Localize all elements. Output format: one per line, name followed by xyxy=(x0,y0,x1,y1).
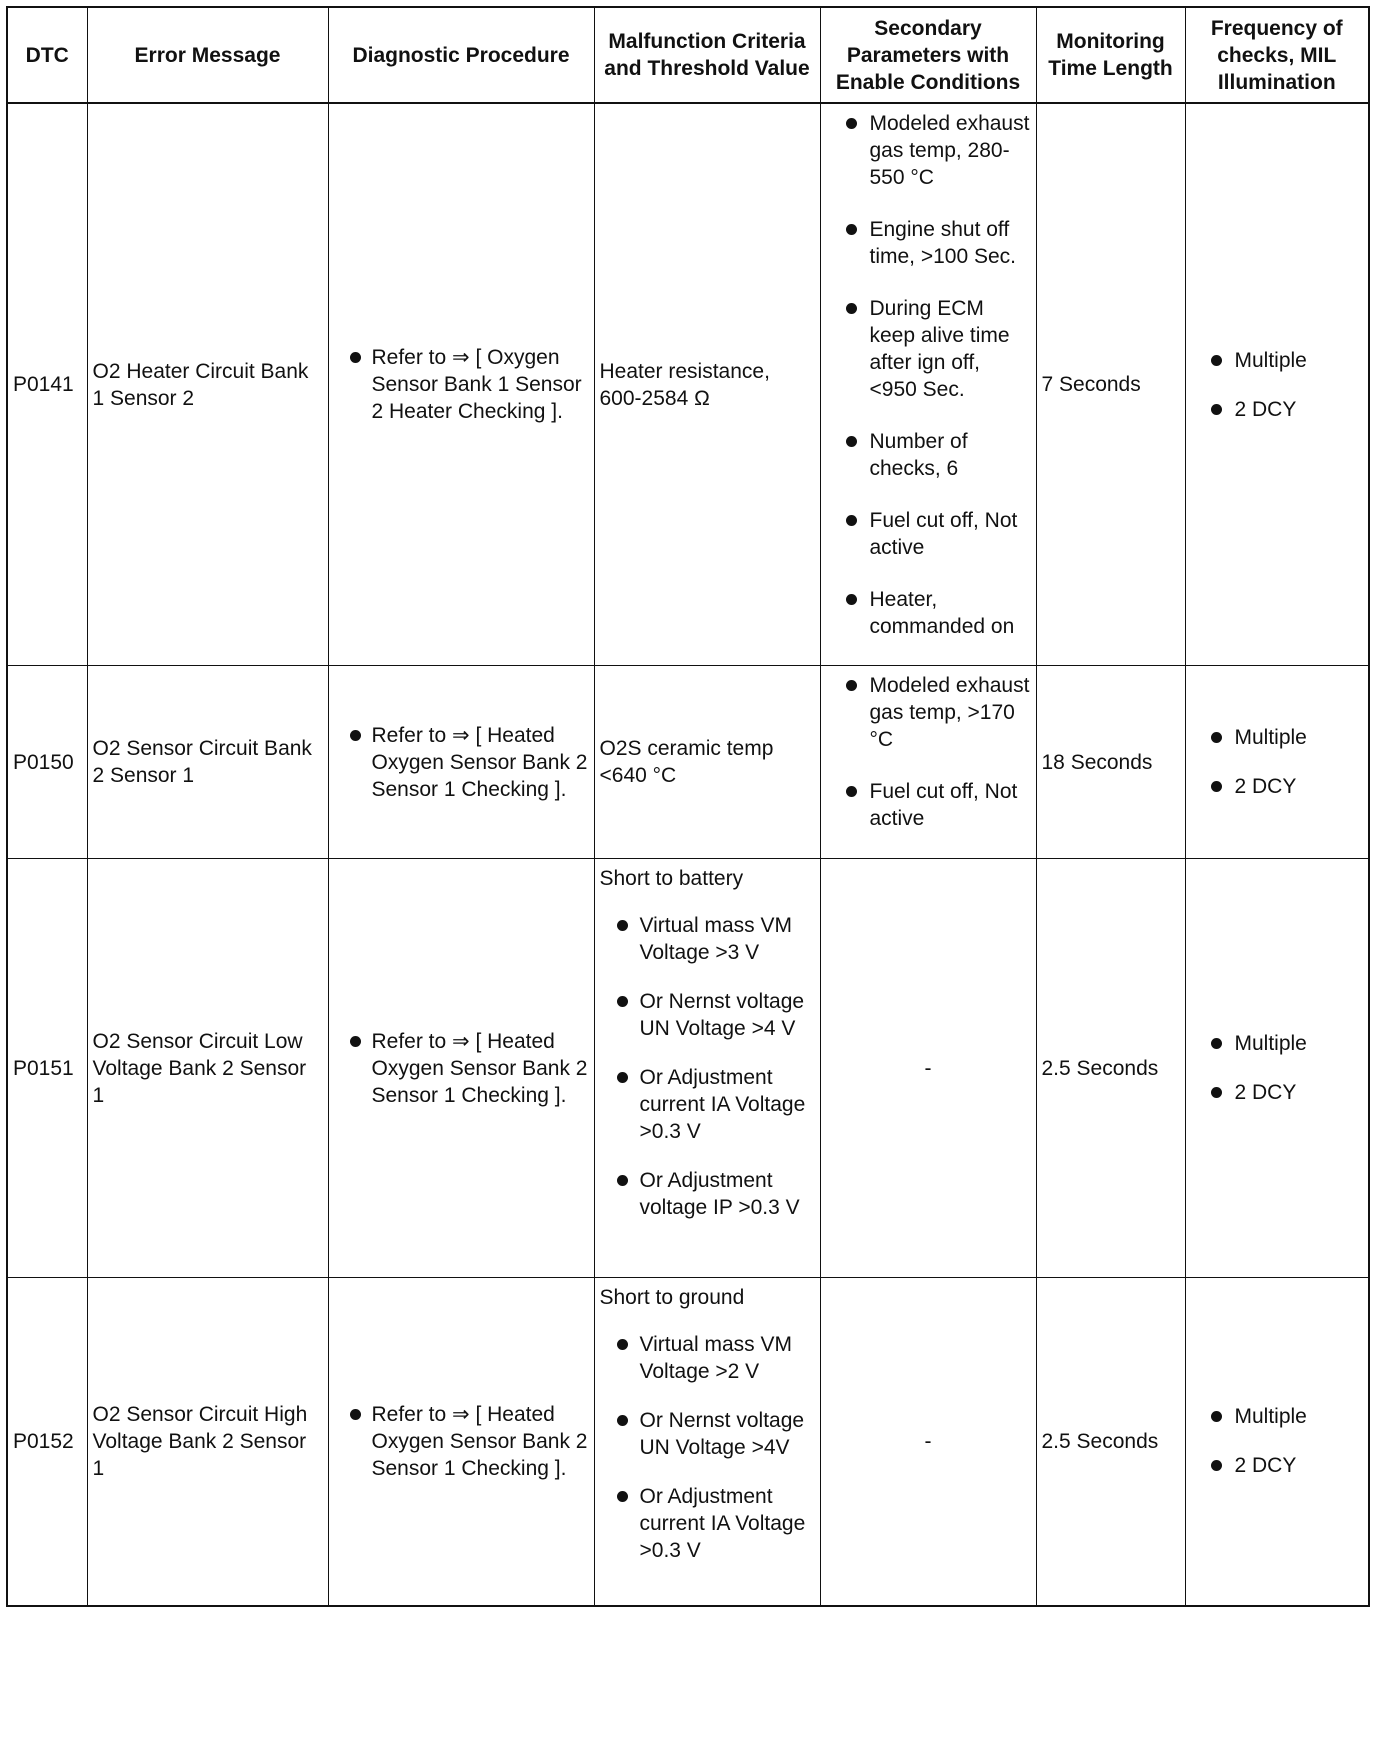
frequency-list-item: Multiple xyxy=(1191,1030,1364,1057)
frequency-list-item: 2 DCY xyxy=(1191,773,1364,800)
diagnostic-procedure-cell xyxy=(328,1278,594,1606)
dtc-code: P0150 xyxy=(13,750,74,774)
monitoring-time: 7 Seconds xyxy=(1041,373,1141,396)
malfunction-criteria-cell xyxy=(594,666,820,859)
criteria-list xyxy=(600,1331,815,1564)
secondary-parameters-cell xyxy=(820,859,1036,1278)
monitoring-time-cell xyxy=(1036,666,1185,859)
header-frequency: Frequency of checks, MIL Illumination xyxy=(1185,7,1369,103)
monitoring-time-cell xyxy=(1036,859,1185,1278)
frequency-list-item: 2 DCY xyxy=(1191,1452,1364,1479)
criteria-heading: Short to battery xyxy=(599,867,744,890)
header-row xyxy=(7,7,1369,103)
error-message: O2 Sensor Circuit Bank 2 Sensor 1 xyxy=(92,737,312,787)
parameter-list-item: Heater, commanded on xyxy=(826,586,1031,640)
dtc-code: P0151 xyxy=(13,1056,74,1080)
dtc-code-cell xyxy=(7,666,87,859)
malfunction-criteria-cell xyxy=(594,859,820,1278)
parameter-list-item: Modeled exhaust gas temp, 280-550 °C xyxy=(826,110,1031,191)
dtc-table xyxy=(6,6,1370,1607)
frequency-list-item: Multiple xyxy=(1191,347,1364,374)
frequency-cell xyxy=(1185,666,1369,859)
criteria-text: O2S ceramic temp <640 °C xyxy=(599,737,774,787)
header-secondary-parameters: Secondary Parameters with Enable Conditions xyxy=(820,7,1036,103)
error-message-cell xyxy=(87,666,328,859)
frequency-list xyxy=(1191,1403,1364,1479)
header-error-message: Error Message xyxy=(87,7,328,103)
frequency-list xyxy=(1191,724,1364,800)
criteria-list-item: Virtual mass VM Voltage >3 V xyxy=(600,912,815,966)
frequency-cell xyxy=(1185,859,1369,1278)
frequency-list xyxy=(1191,347,1364,423)
procedure-link[interactable]: Refer to ⇒ [ Oxygen Sensor Bank 1 Sensor 2 Heater Checking ]. xyxy=(334,344,589,425)
criteria-heading: Short to ground xyxy=(599,1286,745,1309)
parameter-list-item: Modeled exhaust gas temp, >170 °C xyxy=(826,672,1031,753)
parameter-list-item: Engine shut off time, >100 Sec. xyxy=(826,216,1031,270)
monitoring-time-cell xyxy=(1036,103,1185,666)
header-diagnostic-procedure: Diagnostic Procedure xyxy=(328,7,594,103)
secondary-parameters-cell xyxy=(820,666,1036,859)
dtc-code-cell xyxy=(7,859,87,1278)
monitoring-time: 2.5 Seconds xyxy=(1041,1056,1159,1080)
parameter-list-item: During ECM keep alive time after ign off, <950 Sec. xyxy=(826,295,1031,403)
procedure-link[interactable]: Refer to ⇒ [ Heated Oxygen Sensor Bank 2 Sensor 1 Checking ]. xyxy=(334,1401,589,1482)
secondary-parameters-cell xyxy=(820,1278,1036,1606)
monitoring-time: 18 Seconds xyxy=(1041,750,1153,774)
parameters-none: - xyxy=(924,1056,932,1080)
error-message: O2 Sensor Circuit High Voltage Bank 2 Sensor 1 xyxy=(92,1402,308,1480)
frequency-list-item: Multiple xyxy=(1191,1403,1364,1430)
frequency-list xyxy=(1191,1030,1364,1106)
error-message-cell xyxy=(87,859,328,1278)
monitoring-time: 2.5 Seconds xyxy=(1041,1429,1159,1453)
dtc-table-sheet xyxy=(6,6,1368,1607)
table-row xyxy=(7,859,1369,1278)
table-row xyxy=(7,1278,1369,1606)
criteria-list xyxy=(600,912,815,1221)
dtc-code-cell xyxy=(7,1278,87,1606)
monitoring-time-cell xyxy=(1036,1278,1185,1606)
criteria-list-item: Or Nernst voltage UN Voltage >4V xyxy=(600,1407,815,1461)
procedure-list xyxy=(334,1401,589,1482)
parameter-list xyxy=(826,672,1031,832)
header-dtc: DTC xyxy=(7,7,87,103)
procedure-link[interactable]: Refer to ⇒ [ Heated Oxygen Sensor Bank 2 Sensor 1 Checking ]. xyxy=(334,722,589,803)
frequency-list-item: 2 DCY xyxy=(1191,1079,1364,1106)
dtc-code: P0141 xyxy=(13,373,74,396)
parameter-list-item: Fuel cut off, Not active xyxy=(826,778,1031,832)
header-malfunction-criteria: Malfunction Criteria and Threshold Value xyxy=(594,7,820,103)
procedure-link[interactable]: Refer to ⇒ [ Heated Oxygen Sensor Bank 2 Sensor 1 Checking ]. xyxy=(334,1028,589,1109)
parameter-list-item: Number of checks, 6 xyxy=(826,428,1031,482)
error-message-cell xyxy=(87,1278,328,1606)
procedure-list xyxy=(334,1028,589,1109)
error-message: O2 Sensor Circuit Low Voltage Bank 2 Sensor 1 xyxy=(92,1029,307,1107)
criteria-list-item: Or Nernst voltage UN Voltage >4 V xyxy=(600,988,815,1042)
error-message-cell xyxy=(87,103,328,666)
frequency-cell xyxy=(1185,103,1369,666)
malfunction-criteria-cell xyxy=(594,103,820,666)
diagnostic-procedure-cell xyxy=(328,666,594,859)
frequency-list-item: Multiple xyxy=(1191,724,1364,751)
error-message: O2 Heater Circuit Bank 1 Sensor 2 xyxy=(92,359,309,410)
table-row xyxy=(7,666,1369,859)
frequency-cell xyxy=(1185,1278,1369,1606)
criteria-list-item: Or Adjustment current IA Voltage >0.3 V xyxy=(600,1064,815,1145)
criteria-list-item: Virtual mass VM Voltage >2 V xyxy=(600,1331,815,1385)
parameter-list xyxy=(826,110,1031,640)
dtc-code-cell xyxy=(7,103,87,666)
parameter-list-item: Fuel cut off, Not active xyxy=(826,507,1031,561)
criteria-list-item: Or Adjustment voltage IP >0.3 V xyxy=(600,1167,815,1221)
criteria-text: Heater resistance, 600-2584 Ω xyxy=(599,359,770,410)
malfunction-criteria-cell xyxy=(594,1278,820,1606)
table-row xyxy=(7,103,1369,666)
procedure-list xyxy=(334,722,589,803)
procedure-list xyxy=(334,344,589,425)
header-monitoring-time: Monitoring Time Length xyxy=(1036,7,1185,103)
frequency-list-item: 2 DCY xyxy=(1191,396,1364,423)
dtc-table-body xyxy=(7,103,1369,1606)
criteria-list-item: Or Adjustment current IA Voltage >0.3 V xyxy=(600,1483,815,1564)
diagnostic-procedure-cell xyxy=(328,859,594,1278)
diagnostic-procedure-cell xyxy=(328,103,594,666)
dtc-code: P0152 xyxy=(13,1429,74,1453)
secondary-parameters-cell xyxy=(820,103,1036,666)
parameters-none: - xyxy=(924,1429,932,1453)
